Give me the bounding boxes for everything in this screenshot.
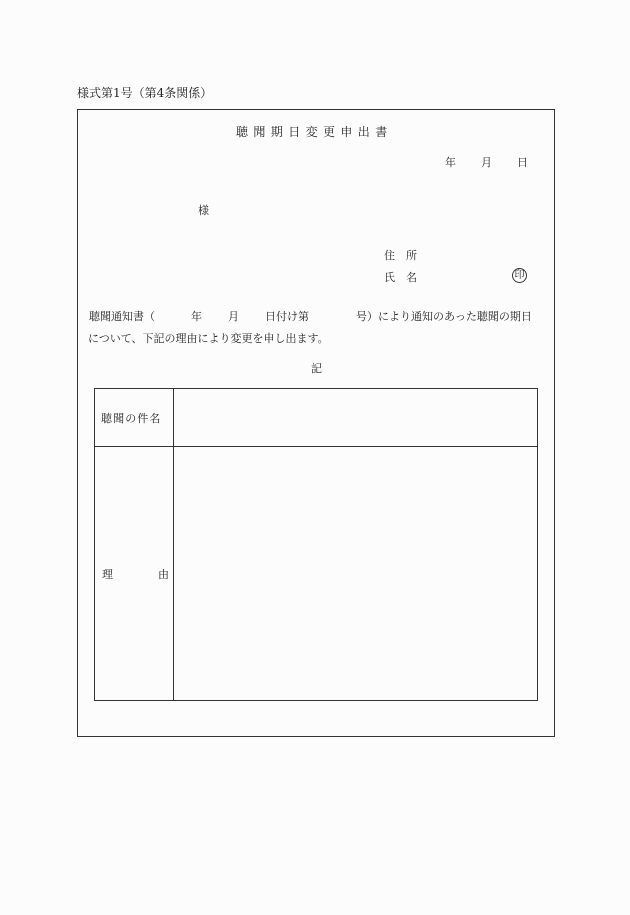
document-title: 聴聞期日変更申出書	[236, 125, 393, 139]
case-name-cell[interactable]	[174, 389, 538, 446]
date-day: 日	[517, 156, 528, 169]
form-number: 様式第1号（第4条関係）	[77, 86, 213, 100]
address-label: 住 所	[384, 249, 417, 262]
notes-heading: 記	[311, 362, 322, 375]
body-line1-prefix: 聴聞通知書（	[89, 310, 155, 323]
body-line1-dated-no: 日付け第	[265, 310, 309, 323]
case-name-label: 聴聞の件名	[101, 412, 162, 425]
body-line1-month: 月	[228, 310, 239, 323]
body-line1-suffix: 号）により通知のあった聴聞の期日	[356, 310, 532, 323]
reason-label-left: 理	[102, 568, 113, 581]
reason-cell[interactable]	[174, 447, 538, 700]
reason-label-right: 由	[158, 568, 169, 581]
seal-icon: 印	[512, 268, 527, 283]
name-label: 氏 名	[384, 271, 417, 284]
date-year: 年	[445, 156, 456, 169]
addressee-suffix: 様	[198, 204, 209, 217]
body-line2: について、下記の理由により変更を申し出ます。	[88, 332, 329, 345]
detail-table	[94, 388, 538, 701]
date-month: 月	[481, 156, 492, 169]
body-line1-year: 年	[191, 310, 202, 323]
